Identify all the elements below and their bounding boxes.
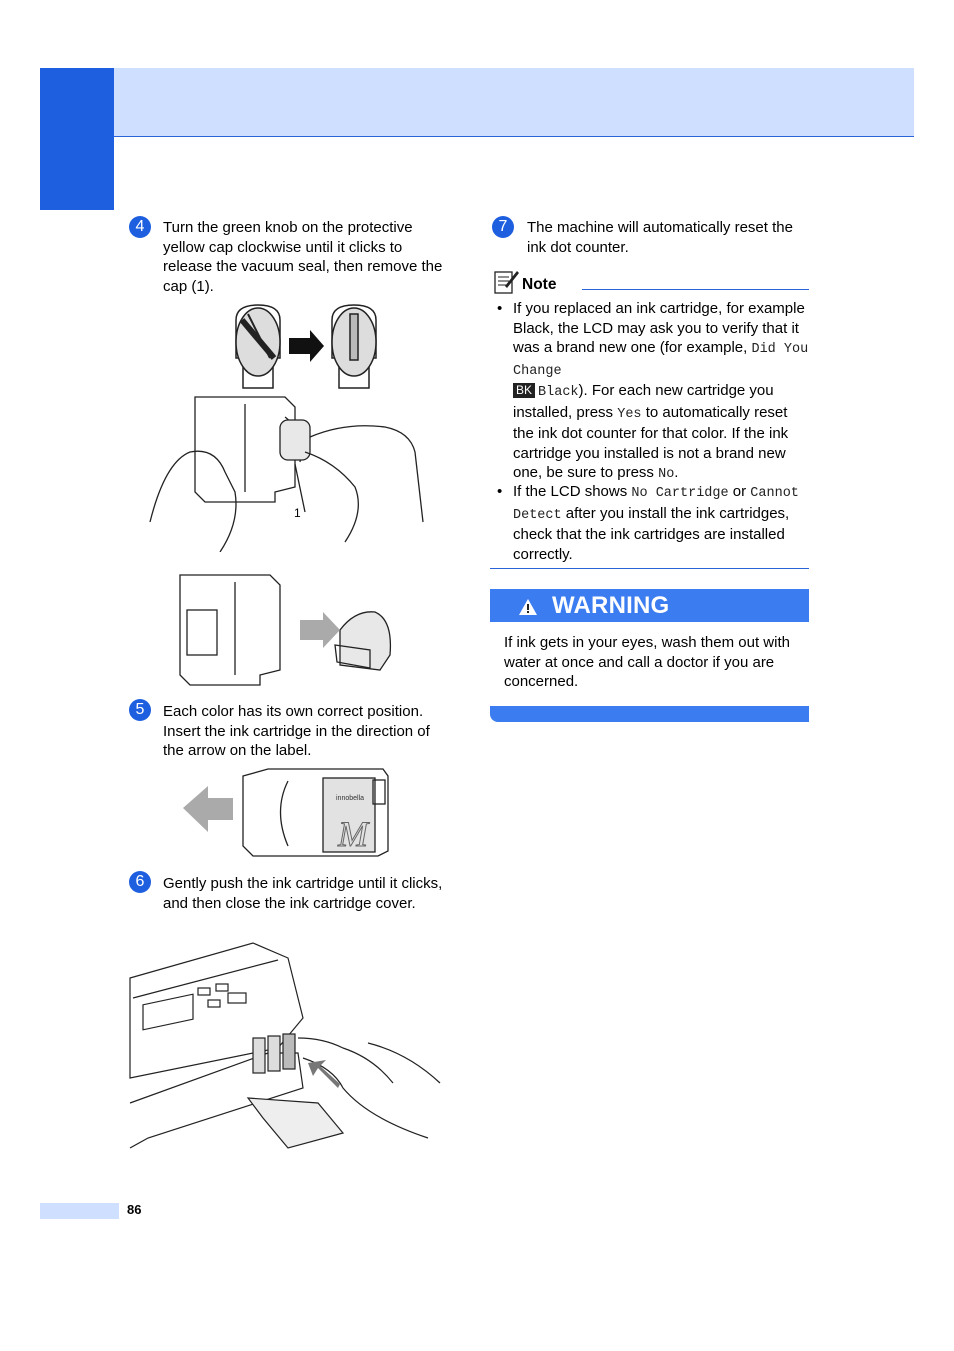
step-4-number: 4 bbox=[129, 216, 151, 238]
lcd-text-no-cartridge: No Cartridge bbox=[631, 486, 729, 501]
header-band bbox=[114, 68, 914, 137]
cartridge-letter-label: M bbox=[338, 814, 368, 854]
step-4-text: Turn the green knob on the protective yellow cap clockwise until it clicks to release the vacuum seal, then remove the cap (1). bbox=[163, 219, 443, 295]
note-icon bbox=[493, 268, 520, 295]
warning-icon bbox=[518, 598, 538, 616]
step-7-number: 7 bbox=[492, 216, 514, 238]
warning-text: If ink gets in your eyes, wash them out with water at once and call a doctor if you are concerned. bbox=[504, 634, 790, 690]
lcd-text-no: No bbox=[658, 467, 675, 482]
machine-install-figure bbox=[128, 938, 443, 1178]
note-rule bbox=[582, 289, 809, 290]
cartridge-uncapped-figure bbox=[175, 570, 400, 688]
step-5-number: 5 bbox=[129, 699, 151, 721]
cap-rotation-figure bbox=[226, 300, 396, 392]
note-bullet-1: • If you replaced an ink cartridge, for example Black, the LCD may ask you to verify that it was a brand new one (for example, Did You Change BK Black). For each new cartridge you installed, press Yes to automatically reset the ink dot counter for that color. If the ink cartridge you installed is not a brand new one, be sure to press No. bbox=[497, 300, 809, 482]
chapter-tab bbox=[40, 68, 114, 210]
note-bottom-rule bbox=[490, 568, 809, 569]
warning-footer-bar bbox=[490, 706, 809, 722]
step-7-text: The machine will automatically reset the ink dot counter. bbox=[527, 219, 793, 256]
note-title: Note bbox=[522, 276, 557, 293]
step-6-number: 6 bbox=[129, 871, 151, 893]
lcd-text-black: Black bbox=[538, 385, 579, 400]
bk-badge: BK bbox=[513, 383, 535, 398]
step-5-text: Each color has its own correct position. Insert the ink cartridge in the direction of the arrow on the label. bbox=[163, 703, 430, 759]
note-header bbox=[493, 268, 809, 296]
lcd-text-yes: Yes bbox=[617, 406, 642, 422]
page-number: 86 bbox=[127, 1202, 142, 1217]
callout-1-label: 1 bbox=[294, 506, 301, 520]
note-bullet-2: • If the LCD shows No Cartridge or Cannot Detect after you install the ink cartridges, check that the ink cartridges are installed correctly. bbox=[497, 483, 799, 563]
warning-header bbox=[490, 589, 809, 622]
lcd-text-cannot-detect: Cannot Detect bbox=[513, 486, 799, 523]
cartridge-brand-label: innobella bbox=[336, 795, 365, 802]
lcd-text-did-you-change: Did You Change bbox=[513, 342, 809, 379]
footer-bar bbox=[40, 1203, 119, 1219]
cap-removal-figure bbox=[145, 392, 430, 552]
step-6-text: Gently push the ink cartridge until it clicks, and then close the ink cartridge cover. bbox=[163, 875, 443, 912]
warning-title: WARNING bbox=[552, 592, 670, 619]
cartridge-direction-figure bbox=[178, 766, 393, 860]
